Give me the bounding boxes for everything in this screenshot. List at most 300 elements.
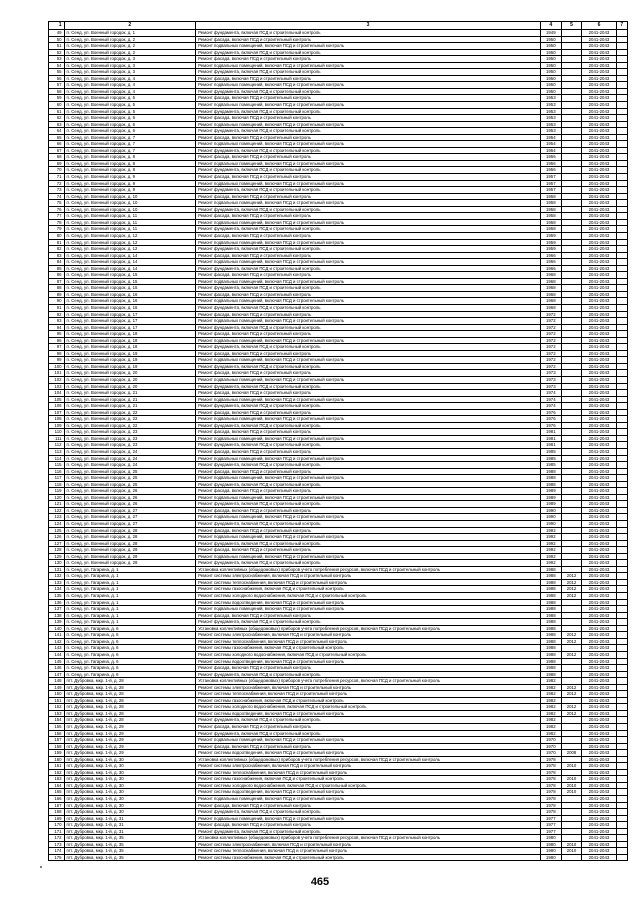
cell-build-year: 1953 — [540, 108, 561, 115]
cell-work-type: Ремонт фасада, включая ПСД и строительный контроль — [196, 291, 541, 298]
cell-address: п. Сенд, ул. Военный городок, д. 29 — [64, 547, 196, 554]
cell-build-year: 1972 — [540, 363, 561, 370]
cell-planned-period: 2041-2043 — [582, 147, 616, 154]
cell-row-number: 49 — [49, 30, 65, 37]
cell-row-number: 161 — [49, 763, 65, 770]
cell-address: п. Сенд, ул. Военный городок, д. 27 — [64, 507, 196, 514]
cell-row-number: 89 — [49, 291, 65, 298]
cell-planned-period: 2041-2043 — [582, 128, 616, 135]
cell-planned-period: 2041-2043 — [582, 514, 616, 521]
cell-build-year: 1958 — [540, 193, 561, 200]
cell-row-number: 116 — [49, 468, 65, 475]
cell-build-year: 1966 — [540, 265, 561, 272]
cell-planned-period: 2041-2043 — [582, 88, 616, 95]
cell-work-type: Ремонт фасада, включая ПСД и строительный контроль — [196, 547, 541, 554]
cell-build-year: 1954 — [540, 134, 561, 141]
cell-address: пгт. Дубровка, мкр. 1-й, д. 30 — [64, 795, 196, 802]
cell-address: п. Сенд, ул. Военный городок, д. 12 — [64, 232, 196, 239]
cell-work-type: Ремонт системы газоснабжения, включая ПСД и строительный контроль — [196, 697, 541, 704]
cell-address: п. Сенд, ул. Военный городок, д. 10 — [64, 206, 196, 213]
cell-planned-period: 2041-2043 — [582, 56, 616, 63]
cell-last-repair-year: 2012 — [561, 593, 582, 600]
cell-work-type: Ремонт подвальных помещений, включая ПСД и строительный контроль — [196, 43, 541, 50]
cell-planned-period: 2041-2043 — [582, 475, 616, 482]
cell-build-year: 1950 — [540, 69, 561, 76]
cell-last-repair-year: 2012 — [561, 579, 582, 586]
cell-address: п. Сенд, ул. Гагарина, д. 1 — [64, 599, 196, 606]
cell-work-type: Ремонт подвальных помещений, включая ПСД и строительный контроль — [196, 62, 541, 69]
cell-planned-period: 2041-2043 — [582, 606, 616, 613]
cell-address: п. Сенд, ул. Военный городок, д. 24 — [64, 455, 196, 462]
cell-planned-period: 2041-2043 — [582, 331, 616, 338]
cell-planned-period: 2041-2043 — [582, 665, 616, 672]
cell-address: п. Сенд, ул. Военный городок, д. 11 — [64, 226, 196, 233]
cell-work-type: Ремонт системы водоотведения, включая ПСД и строительный контроль — [196, 789, 541, 796]
cell-row-number: 158 — [49, 743, 65, 750]
cell-address: п. Сенд, ул. Военный городок, д. 5 — [64, 102, 196, 109]
cell-build-year: 1978 — [540, 756, 561, 763]
cell-planned-period: 2041-2043 — [582, 507, 616, 514]
cell-work-type: Ремонт подвальных помещений, включая ПСД и строительный контроль — [196, 534, 541, 541]
column-header-2: 2 — [64, 22, 196, 30]
cell-build-year: 1978 — [540, 763, 561, 770]
cell-build-year: 1968 — [540, 285, 561, 292]
cell-work-type: Ремонт фундамента, включая ПСД и строительный контроль — [196, 481, 541, 488]
cell-build-year: 1966 — [540, 259, 561, 266]
cell-build-year: 1988 — [540, 645, 561, 652]
cell-address: пгт. Дубровка, мкр. 1-й, д. 31 — [64, 815, 196, 822]
cell-address: п. Сенд, ул. Военный городок, д. 9 — [64, 180, 196, 187]
cell-address: п. Сенд, ул. Военный городок, д. 2 — [64, 36, 196, 43]
cell-row-number: 164 — [49, 782, 65, 789]
cell-planned-period: 2041-2043 — [582, 311, 616, 318]
cell-row-number: 127 — [49, 540, 65, 547]
cell-work-type: Ремонт фасада, включая ПСД и строительный контроль — [196, 822, 541, 829]
cell-row-number: 71 — [49, 174, 65, 181]
cell-planned-period: 2041-2043 — [582, 376, 616, 383]
cell-last-repair-year: 2012 — [561, 704, 582, 711]
cell-address: п. Сенд, ул. Военный городок, д. 15 — [64, 278, 196, 285]
cell-work-type: Ремонт подвальных помещений, включая ПСД и строительный контроль — [196, 795, 541, 802]
cell-row-number: 140 — [49, 625, 65, 632]
cell-planned-period: 2041-2043 — [582, 246, 616, 253]
cell-row-number: 106 — [49, 403, 65, 410]
cell-row-number: 171 — [49, 828, 65, 835]
cell-build-year: 1978 — [540, 782, 561, 789]
cell-work-type: Ремонт фасада, включая ПСД и строительный контроль — [196, 449, 541, 456]
cell-row-number: 92 — [49, 311, 65, 318]
cell-address: п. Сенд, ул. Военный городок, д. 17 — [64, 324, 196, 331]
cell-planned-period: 2041-2043 — [582, 350, 616, 357]
cell-planned-period: 2041-2043 — [582, 449, 616, 456]
cell-build-year: 1988 — [540, 593, 561, 600]
cell-row-number: 83 — [49, 252, 65, 259]
cell-work-type: Ремонт системы электроснабжения, включая ПСД и строительный контроль — [196, 763, 541, 770]
cell-planned-period: 2041-2043 — [582, 318, 616, 325]
cell-planned-period: 2041-2043 — [582, 717, 616, 724]
cell-build-year: 1976 — [540, 409, 561, 416]
cell-row-number: 128 — [49, 547, 65, 554]
cell-work-type: Ремонт подвальных помещений, включая ПСД и строительный контроль — [196, 200, 541, 207]
cell-build-year: 1982 — [540, 697, 561, 704]
cell-work-type: Ремонт фасада, включая ПСД и строительный контроль — [196, 154, 541, 161]
cell-planned-period: 2041-2043 — [582, 625, 616, 632]
cell-work-type: Ремонт подвальных помещений, включая ПСД и строительный контроль — [196, 494, 541, 501]
cell-work-type: Ремонт фундамента, включая ПСД и строительный контроль — [196, 501, 541, 508]
cell-row-number: 85 — [49, 265, 65, 272]
cell-address: п. Сенд, ул. Военный городок, д. 4 — [64, 82, 196, 89]
cell-address: п. Сенд, ул. Военный городок, д. 6 — [64, 128, 196, 135]
cell-build-year: 1982 — [540, 723, 561, 730]
cell-address: п. Сенд, ул. Военный городок, д. 8 — [64, 160, 196, 167]
cell-planned-period: 2041-2043 — [582, 481, 616, 488]
cell-address: п. Сенд, ул. Военный городок, д. 12 — [64, 239, 196, 246]
cell-build-year: 1950 — [540, 36, 561, 43]
cell-address: п. Сенд, ул. Военный городок, д. 6 — [64, 115, 196, 122]
cell-address: п. Сенд, ул. Военный городок, д. 23 — [64, 435, 196, 442]
cell-row-number: 141 — [49, 632, 65, 639]
cell-planned-period: 2041-2043 — [582, 658, 616, 665]
cell-address: пгт. Дубровка, мкр. 1-й, д. 30 — [64, 769, 196, 776]
cell-work-type: Ремонт фасада, включая ПСД и строительный контроль — [196, 390, 541, 397]
cell-address: п. Сенд, ул. Военный городок, д. 18 — [64, 337, 196, 344]
cell-address: п. Сенд, ул. Военный городок, д. 24 — [64, 449, 196, 456]
cell-build-year: 1988 — [540, 468, 561, 475]
cell-planned-period: 2041-2043 — [582, 422, 616, 429]
cell-work-type: Ремонт фундамента, включая ПСД и строительный контроль — [196, 304, 541, 311]
cell-address: п. Сенд, ул. Военный городок, д. 2 — [64, 43, 196, 50]
cell-planned-period: 2041-2043 — [582, 396, 616, 403]
cell-address: п. Сенд, ул. Военный городок, д. 8 — [64, 154, 196, 161]
cell-planned-period: 2041-2043 — [582, 174, 616, 181]
cell-last-repair-year — [561, 854, 582, 861]
cell-work-type: Ремонт фасада, включая ПСД и строительный контроль — [196, 272, 541, 279]
cell-work-type: Ремонт фундамента, включая ПСД и строительный контроль — [196, 403, 541, 410]
cell-work-type: Ремонт фундамента, включая ПСД и строительный контроль — [196, 560, 541, 567]
cell-row-number: 80 — [49, 232, 65, 239]
cell-work-type: Ремонт фундамента, включая ПСД и строительный контроль — [196, 49, 541, 56]
cell-address: пгт. Дубровка, мкр. 1-й, д. 35 — [64, 841, 196, 848]
cell-address: пгт. Дубровка, мкр. 1-й, д. 30 — [64, 789, 196, 796]
cell-work-type: Ремонт фундамента, включая ПСД и строительный контроль — [196, 442, 541, 449]
cell-row-number: 125 — [49, 527, 65, 534]
cell-work-type: Ремонт фундамента, включая ПСД и строительный контроль — [196, 324, 541, 331]
cell-build-year: 1954 — [540, 147, 561, 154]
cell-planned-period: 2041-2043 — [582, 226, 616, 233]
cell-address: п. Сенд, ул. Гагарина, д. 6 — [64, 651, 196, 658]
cell-address: п. Сенд, ул. Военный городок, д. 19 — [64, 357, 196, 364]
cell-address: п. Сенд, ул. Военный городок, д. 14 — [64, 265, 196, 272]
cell-work-type: Ремонт подвальных помещений, включая ПСД и строительный контроль — [196, 259, 541, 266]
cell-address: п. Сенд, ул. Военный городок, д. 17 — [64, 318, 196, 325]
cell-address: п. Сенд, ул. Военный городок, д. 16 — [64, 304, 196, 311]
cell-row-number: 138 — [49, 612, 65, 619]
cell-work-type: Ремонт фасада, включая ПСД и строительный контроль — [196, 174, 541, 181]
cell-planned-period: 2041-2043 — [582, 822, 616, 829]
cell-row-number: 165 — [49, 789, 65, 796]
cell-address: п. Сенд, ул. Военный городок, д. 2 — [64, 49, 196, 56]
cell-planned-period: 2041-2043 — [582, 278, 616, 285]
cell-row-number: 91 — [49, 304, 65, 311]
cell-work-type: Ремонт подвальных помещений, включая ПСД и строительный контроль — [196, 737, 541, 744]
cell-planned-period: 2041-2043 — [582, 586, 616, 593]
cell-build-year: 1992 — [540, 534, 561, 541]
cell-build-year: 1981 — [540, 442, 561, 449]
cell-planned-period: 2041-2043 — [582, 593, 616, 600]
cell-build-year: 1959 — [540, 246, 561, 253]
cell-build-year: 1958 — [540, 206, 561, 213]
cell-work-type: Ремонт фасада, включая ПСД и строительный контроль — [196, 488, 541, 495]
cell-last-repair-year: 2010 — [561, 782, 582, 789]
cell-planned-period: 2041-2043 — [582, 49, 616, 56]
cell-planned-period: 2041-2043 — [582, 167, 616, 174]
cell-row-number: 117 — [49, 475, 65, 482]
cell-row-number: 79 — [49, 226, 65, 233]
cell-build-year: 1989 — [540, 494, 561, 501]
cell-build-year: 1958 — [540, 226, 561, 233]
cell-row-number: 68 — [49, 154, 65, 161]
cell-work-type: Ремонт фундамента, включая ПСД и строительный контроль — [196, 619, 541, 626]
cell-row-number: 90 — [49, 298, 65, 305]
cell-build-year: 1988 — [540, 671, 561, 678]
cell-row-number: 174 — [49, 848, 65, 855]
cell-row-number: 112 — [49, 442, 65, 449]
cell-build-year: 1980 — [540, 835, 561, 842]
cell-build-year: 1966 — [540, 252, 561, 259]
cell-build-year: 1949 — [540, 30, 561, 37]
cell-work-type: Ремонт фундамента, включая ПСД и строительный контроль — [196, 265, 541, 272]
cell-work-type: Ремонт подвальных помещений, включая ПСД и строительный контроль — [196, 337, 541, 344]
cell-work-type: Ремонт подвальных помещений, включая ПСД и строительный контроль — [196, 239, 541, 246]
cell-row-number: 157 — [49, 737, 65, 744]
cell-address: пгт. Дубровка, мкр. 1-й, д. 30 — [64, 763, 196, 770]
cell-address: пгт. Дубровка, мкр. 1-й, д. 31 — [64, 822, 196, 829]
cell-planned-period: 2041-2043 — [582, 678, 616, 685]
column-header-5: 5 — [561, 22, 582, 30]
cell-address: п. Сенд, ул. Военный городок, д. 26 — [64, 494, 196, 501]
column-header-1: 1 — [49, 22, 65, 30]
cell-address: п. Сенд, ул. Военный городок, д. 26 — [64, 501, 196, 508]
cell-address: п. Сенд, ул. Военный городок, д. 17 — [64, 311, 196, 318]
cell-planned-period: 2041-2043 — [582, 756, 616, 763]
cell-address: п. Сенд, ул. Военный городок, д. 6 — [64, 121, 196, 128]
cell-work-type: Ремонт подвальных помещений, включая ПСД и строительный контроль — [196, 180, 541, 187]
cell-planned-period: 2041-2043 — [582, 841, 616, 848]
cell-address: пгт. Дубровка, мкр. 1-й, д. 28 — [64, 717, 196, 724]
cell-work-type: Ремонт подвальных помещений, включая ПСД и строительный контроль — [196, 435, 541, 442]
cell-row-number: 100 — [49, 363, 65, 370]
cell-address: пгт. Дубровка, мкр. 1-й, д. 30 — [64, 756, 196, 763]
cell-address: п. Сенд, ул. Военный городок, д. 28 — [64, 534, 196, 541]
cell-address: п. Сенд, ул. Гагарина, д. 1 — [64, 593, 196, 600]
cell-planned-period: 2041-2043 — [582, 206, 616, 213]
cell-address: п. Сенд, ул. Гагарина, д. 6 — [64, 645, 196, 652]
cell-row-number: 144 — [49, 651, 65, 658]
cell-planned-period: 2041-2043 — [582, 193, 616, 200]
cell-planned-period: 2041-2043 — [582, 527, 616, 534]
cell-work-type: Ремонт подвальных помещений, включая ПСД и строительный контроль — [196, 553, 541, 560]
cell-planned-period: 2041-2043 — [582, 213, 616, 220]
cell-address: п. Сенд, ул. Военный городок, д. 14 — [64, 259, 196, 266]
cell-address: п. Сенд, ул. Военный городок, д. 20 — [64, 370, 196, 377]
cell-planned-period: 2041-2043 — [582, 36, 616, 43]
cell-build-year: 1988 — [540, 658, 561, 665]
cell-planned-period: 2041-2043 — [582, 357, 616, 364]
cell-address: п. Сенд, ул. Военный городок, д. 11 — [64, 219, 196, 226]
cell-work-type: Ремонт подвальных помещений, включая ПСД и строительный контроль — [196, 102, 541, 109]
cell-work-type: Ремонт фундамента, включая ПСД и строительный контроль — [196, 108, 541, 115]
cell-planned-period: 2041-2043 — [582, 769, 616, 776]
cell-last-repair-year: 2012 — [561, 684, 582, 691]
capital-repair-table — [48, 21, 628, 861]
cell-work-type: Ремонт фундамента, включая ПСД и строительный контроль — [196, 226, 541, 233]
cell-planned-period: 2041-2043 — [582, 95, 616, 102]
cell-address: п. Сенд, ул. Военный городок, д. 27 — [64, 514, 196, 521]
cell-planned-period: 2041-2043 — [582, 455, 616, 462]
cell-build-year: 1970 — [540, 750, 561, 757]
cell-row-number: 96 — [49, 337, 65, 344]
cell-address: п. Сенд, ул. Военный городок, д. 23 — [64, 442, 196, 449]
cell-build-year: 1972 — [540, 318, 561, 325]
cell-planned-period: 2041-2043 — [582, 599, 616, 606]
cell-address: п. Сенд, ул. Военный городок, д. 22 — [64, 422, 196, 429]
cell-address: п. Сенд, ул. Военный городок, д. 22 — [64, 409, 196, 416]
cell-planned-period: 2041-2043 — [582, 62, 616, 69]
cell-planned-period: 2041-2043 — [582, 141, 616, 148]
cell-planned-period: 2041-2043 — [582, 324, 616, 331]
cell-planned-period: 2041-2043 — [582, 802, 616, 809]
cell-work-type: Ремонт подвальных помещений, включая ПСД и строительный контроль — [196, 606, 541, 613]
cell-address: пгт. Дубровка, мкр. 1-й, д. 35 — [64, 848, 196, 855]
cell-work-type: Ремонт системы теплоснабжения, включая ПСД и строительный контроль — [196, 691, 541, 698]
cell-row-number: 123 — [49, 514, 65, 521]
cell-row-number: 50 — [49, 36, 65, 43]
cell-row-number: 64 — [49, 128, 65, 135]
cell-planned-period: 2041-2043 — [582, 200, 616, 207]
cell-row-number: 151 — [49, 697, 65, 704]
cell-address: п. Сенд, ул. Гагарина, д. 1 — [64, 619, 196, 626]
cell-planned-period: 2041-2043 — [582, 835, 616, 842]
cell-address: п. Сенд, ул. Военный городок, д. 3 — [64, 62, 196, 69]
cell-planned-period: 2041-2043 — [582, 815, 616, 822]
cell-build-year: 1988 — [540, 665, 561, 672]
cell-build-year: 1978 — [540, 802, 561, 809]
cell-address: пгт. Дубровка, мкр. 1-й, д. 35 — [64, 854, 196, 861]
cell-work-type: Ремонт фасада, включая ПСД и строительный контроль — [196, 36, 541, 43]
cell-build-year: 1988 — [540, 612, 561, 619]
cell-address: п. Сенд, ул. Военный городок, д. 15 — [64, 272, 196, 279]
cell-row-number: 99 — [49, 357, 65, 364]
cell-address: п. Сенд, ул. Военный городок, д. 15 — [64, 285, 196, 292]
cell-build-year: 1954 — [540, 141, 561, 148]
cell-work-type: Ремонт фундамента, включая ПСД и строительный контроль — [196, 128, 541, 135]
cell-planned-period: 2041-2043 — [582, 304, 616, 311]
cell-build-year: 1950 — [540, 43, 561, 50]
cell-planned-period: 2041-2043 — [582, 43, 616, 50]
cell-build-year: 1992 — [540, 560, 561, 567]
cell-planned-period: 2041-2043 — [582, 259, 616, 266]
cell-row-number: 101 — [49, 370, 65, 377]
cell-work-type: Ремонт подвальных помещений, включая ПСД и строительный контроль — [196, 815, 541, 822]
cell-build-year: 1950 — [540, 82, 561, 89]
cell-row-number: 135 — [49, 593, 65, 600]
cell-last-repair-year: 2010 — [561, 776, 582, 783]
cell-work-type: Ремонт подвальных помещений, включая ПСД и строительный контроль — [196, 514, 541, 521]
cell-row-number: 81 — [49, 239, 65, 246]
cell-build-year: 1974 — [540, 403, 561, 410]
cell-address: п. Сенд, ул. Военный городок, д. 7 — [64, 141, 196, 148]
cell-planned-period: 2041-2043 — [582, 573, 616, 580]
column-header-4: 4 — [540, 22, 561, 30]
cell-planned-period: 2041-2043 — [582, 383, 616, 390]
cell-last-repair-year: 2010 — [561, 763, 582, 770]
cell-row-number: 156 — [49, 730, 65, 737]
cell-address: п. Сенд, ул. Военный городок, д. 5 — [64, 95, 196, 102]
cell-work-type: Ремонт подвальных помещений, включая ПСД и строительный контроль — [196, 219, 541, 226]
cell-row-number: 163 — [49, 776, 65, 783]
cell-work-type: Ремонт системы теплоснабжения, включая ПСД и строительный контроль — [196, 769, 541, 776]
cell-work-type: Ремонт фундамента, включая ПСД и строительный контроль — [196, 246, 541, 253]
cell-last-repair-year: 2012 — [561, 651, 582, 658]
cell-address: п. Сенд, ул. Военный городок, д. 29 — [64, 553, 196, 560]
cell-address: п. Сенд, ул. Военный городок, д. 18 — [64, 331, 196, 338]
cell-build-year: 1968 — [540, 298, 561, 305]
cell-build-year: 1950 — [540, 75, 561, 82]
column-header-7: 7 — [616, 22, 627, 30]
cell-row-number: 167 — [49, 802, 65, 809]
cell-build-year: 1982 — [540, 717, 561, 724]
cell-row-number: 120 — [49, 494, 65, 501]
cell-work-type: Ремонт системы газоснабжения, включая ПСД и строительный контроль — [196, 854, 541, 861]
cell-row-number: 53 — [49, 56, 65, 63]
cell-row-number: 72 — [49, 180, 65, 187]
cell-build-year: 1972 — [540, 357, 561, 364]
cell-planned-period: 2041-2043 — [582, 403, 616, 410]
cell-row-number: 86 — [49, 272, 65, 279]
cell-planned-period: 2041-2043 — [582, 291, 616, 298]
cell-planned-period: 2041-2043 — [582, 102, 616, 109]
cell-build-year: 1976 — [540, 416, 561, 423]
cell-planned-period: 2041-2043 — [582, 737, 616, 744]
cell-planned-period: 2041-2043 — [582, 442, 616, 449]
cell-planned-period: 2041-2043 — [582, 789, 616, 796]
page-number: 465 — [310, 876, 330, 888]
cell-planned-period: 2041-2043 — [582, 619, 616, 626]
cell-address: п. Сенд, ул. Гагарина, д. 6 — [64, 671, 196, 678]
cell-planned-period: 2041-2043 — [582, 252, 616, 259]
cell-address: п. Сенд, ул. Военный городок, д. 3 — [64, 56, 196, 63]
cell-work-type: Ремонт системы электроснабжения, включая ПСД и строительный контроль — [196, 841, 541, 848]
cell-address: п. Сенд, ул. Военный городок, д. 27 — [64, 521, 196, 528]
cell-build-year: 1972 — [540, 324, 561, 331]
cell-build-year: 1972 — [540, 337, 561, 344]
cell-build-year: 1950 — [540, 49, 561, 56]
cell-planned-period: 2041-2043 — [582, 684, 616, 691]
cell-planned-period: 2041-2043 — [582, 704, 616, 711]
cell-row-number: 126 — [49, 534, 65, 541]
cell-address: пгт. Дубровка, мкр. 1-й, д. 35 — [64, 835, 196, 842]
cell-address: п. Сенд, ул. Военный городок, д. 25 — [64, 468, 196, 475]
cell-row-number: 74 — [49, 193, 65, 200]
cell-last-repair-year: 2012 — [561, 586, 582, 593]
cell-address: пгт. Дубровка, мкр. 1-й, д. 28 — [64, 704, 196, 711]
cell-row-number: 55 — [49, 69, 65, 76]
cell-planned-period: 2041-2043 — [582, 344, 616, 351]
cell-address: пгт. Дубровка, мкр. 1-й, д. 30 — [64, 809, 196, 816]
cell-row-number: 104 — [49, 390, 65, 397]
cell-address: п. Сенд, ул. Военный городок, д. 22 — [64, 416, 196, 423]
cell-address: п. Сенд, ул. Гагарина, д. 1 — [64, 573, 196, 580]
